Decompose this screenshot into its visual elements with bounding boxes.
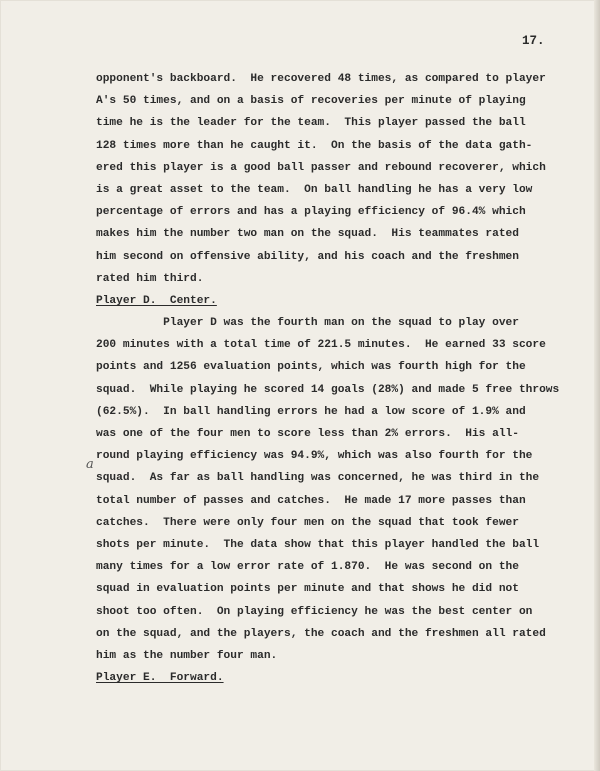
text-line: him second on offensive ability, and his coach and the freshmen <box>96 250 519 263</box>
text-line: 128 times more than he caught it. On the basis of the data gath- <box>96 139 533 152</box>
section-heading-text: Player D. Center. <box>96 294 217 307</box>
handwritten-margin-mark: a <box>86 457 94 472</box>
text-line: catches. There were only four men on the squad that took fewer <box>96 516 519 529</box>
text-line: percentage of errors and has a playing efficiency of 96.4% which <box>96 206 526 219</box>
text-line: is a great asset to the team. On ball handling he has a very low <box>96 183 533 196</box>
text-line: squad in evaluation points per minute and that shows he did not <box>96 583 519 596</box>
text-line: rated him third. <box>96 272 204 285</box>
text-line: (62.5%). In ball handling errors he had a low score of 1.9% and <box>96 405 526 418</box>
text-line: points and 1256 evaluation points, which was fourth high for the <box>96 361 526 374</box>
page-edge-shadow <box>594 0 600 771</box>
typewritten-body <box>96 68 566 689</box>
text-line: squad. As far as ball handling was concerned, he was third in the <box>96 472 540 485</box>
section-heading-text: Player E. Forward. <box>96 672 224 685</box>
text-line: A's 50 times, and on a basis of recoveries per minute of playing <box>96 95 526 108</box>
text-line: time he is the leader for the team. This player passed the ball <box>96 117 526 130</box>
section-heading <box>96 667 566 689</box>
text-line: shots per minute. The data show that this player handled the ball <box>96 538 540 551</box>
section-heading <box>96 290 566 312</box>
page-number: 17. <box>522 34 545 48</box>
text-line: Player D was the fourth man on the squad to play over <box>96 317 519 330</box>
text-line: him as the number four man. <box>96 649 278 662</box>
text-line: was one of the four men to score less than 2% errors. His all- <box>96 428 519 440</box>
text-line: 200 minutes with a total time of 221.5 minutes. He earned 33 score <box>96 339 546 352</box>
text-line: round playing efficiency was 94.9%, which was also fourth for the <box>96 450 533 463</box>
text-line: squad. While playing he scored 14 goals (28%) and made 5 free throws <box>96 383 560 396</box>
text-line: on the squad, and the players, the coach and the freshmen all rated <box>96 627 546 640</box>
text-line: total number of passes and catches. He made 17 more passes than <box>96 494 526 507</box>
text-line: many times for a low error rate of 1.870. He was second on the <box>96 561 519 574</box>
text-line: shoot too often. On playing efficiency he was the best center on <box>96 605 533 618</box>
text-line: opponent's backboard. He recovered 48 times, as compared to player <box>96 73 546 85</box>
text-line: makes him the number two man on the squad. His teammates rated <box>96 228 519 241</box>
text-line: ered this player is a good ball passer and rebound recoverer, which <box>96 161 546 174</box>
